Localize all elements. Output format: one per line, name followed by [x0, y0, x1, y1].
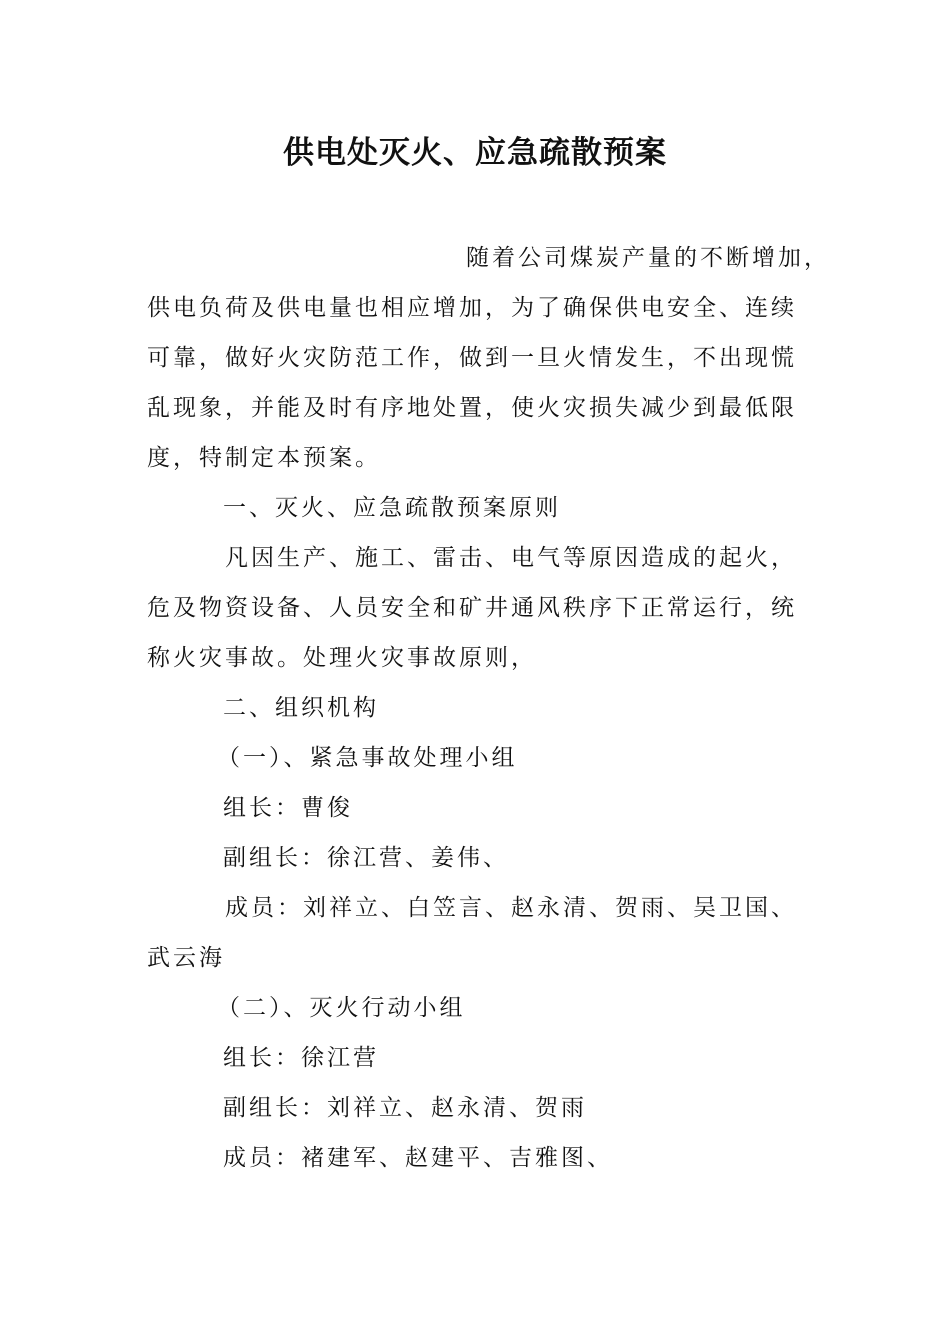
- document-body: [147, 233, 830, 1183]
- paragraph-intro-line-2: 供电负荷及供电量也相应增加，为了确保供电安全、连续: [147, 295, 797, 321]
- firefighting-team-leader: 组长：徐江营: [223, 1045, 379, 1071]
- subsection-heading-emergency-team: （一）、紧急事故处理小组: [217, 745, 518, 771]
- paragraph-principles-line-1: 凡因生产、施工、雷击、电气等原因造成的起火，: [225, 545, 797, 571]
- emergency-team-leader: 组长：曹俊: [223, 795, 353, 821]
- paragraph-principles-line-2: 危及物资设备、人员安全和矿井通风秩序下正常运行，统: [147, 595, 797, 621]
- paragraph-intro-line-4: 乱现象，并能及时有序地处置，使火灾损失减少到最低限: [147, 395, 797, 421]
- emergency-team-members-continued: 武云海: [147, 945, 225, 971]
- emergency-team-members: 成员：刘祥立、白笠言、赵永清、贺雨、吴卫国、: [225, 895, 797, 921]
- paragraph-intro-line-3: 可靠，做好火灾防范工作，做到一旦火情发生，不出现慌: [147, 345, 797, 371]
- emergency-team-deputy-leader: 副组长：徐江营、姜伟、: [223, 845, 509, 871]
- paragraph-intro-line-1: 随着公司煤炭产量的不断增加，: [466, 245, 830, 271]
- document-title: 供电处灭火、应急疏散预案: [283, 135, 667, 171]
- section-heading-principles: 一、灭火、应急疏散预案原则: [223, 495, 561, 521]
- firefighting-team-members: 成员：褚建军、赵建平、吉雅图、: [223, 1145, 613, 1171]
- paragraph-intro-line-5: 度，特制定本预案。: [147, 445, 381, 471]
- subsection-heading-firefighting-team: （二）、灭火行动小组: [217, 995, 466, 1021]
- firefighting-team-deputy-leader: 副组长：刘祥立、赵永清、贺雨: [223, 1095, 587, 1121]
- paragraph-principles-line-3: 称火灾事故。处理火灾事故原则，: [147, 645, 537, 671]
- section-heading-organization: 二、组织机构: [223, 695, 379, 721]
